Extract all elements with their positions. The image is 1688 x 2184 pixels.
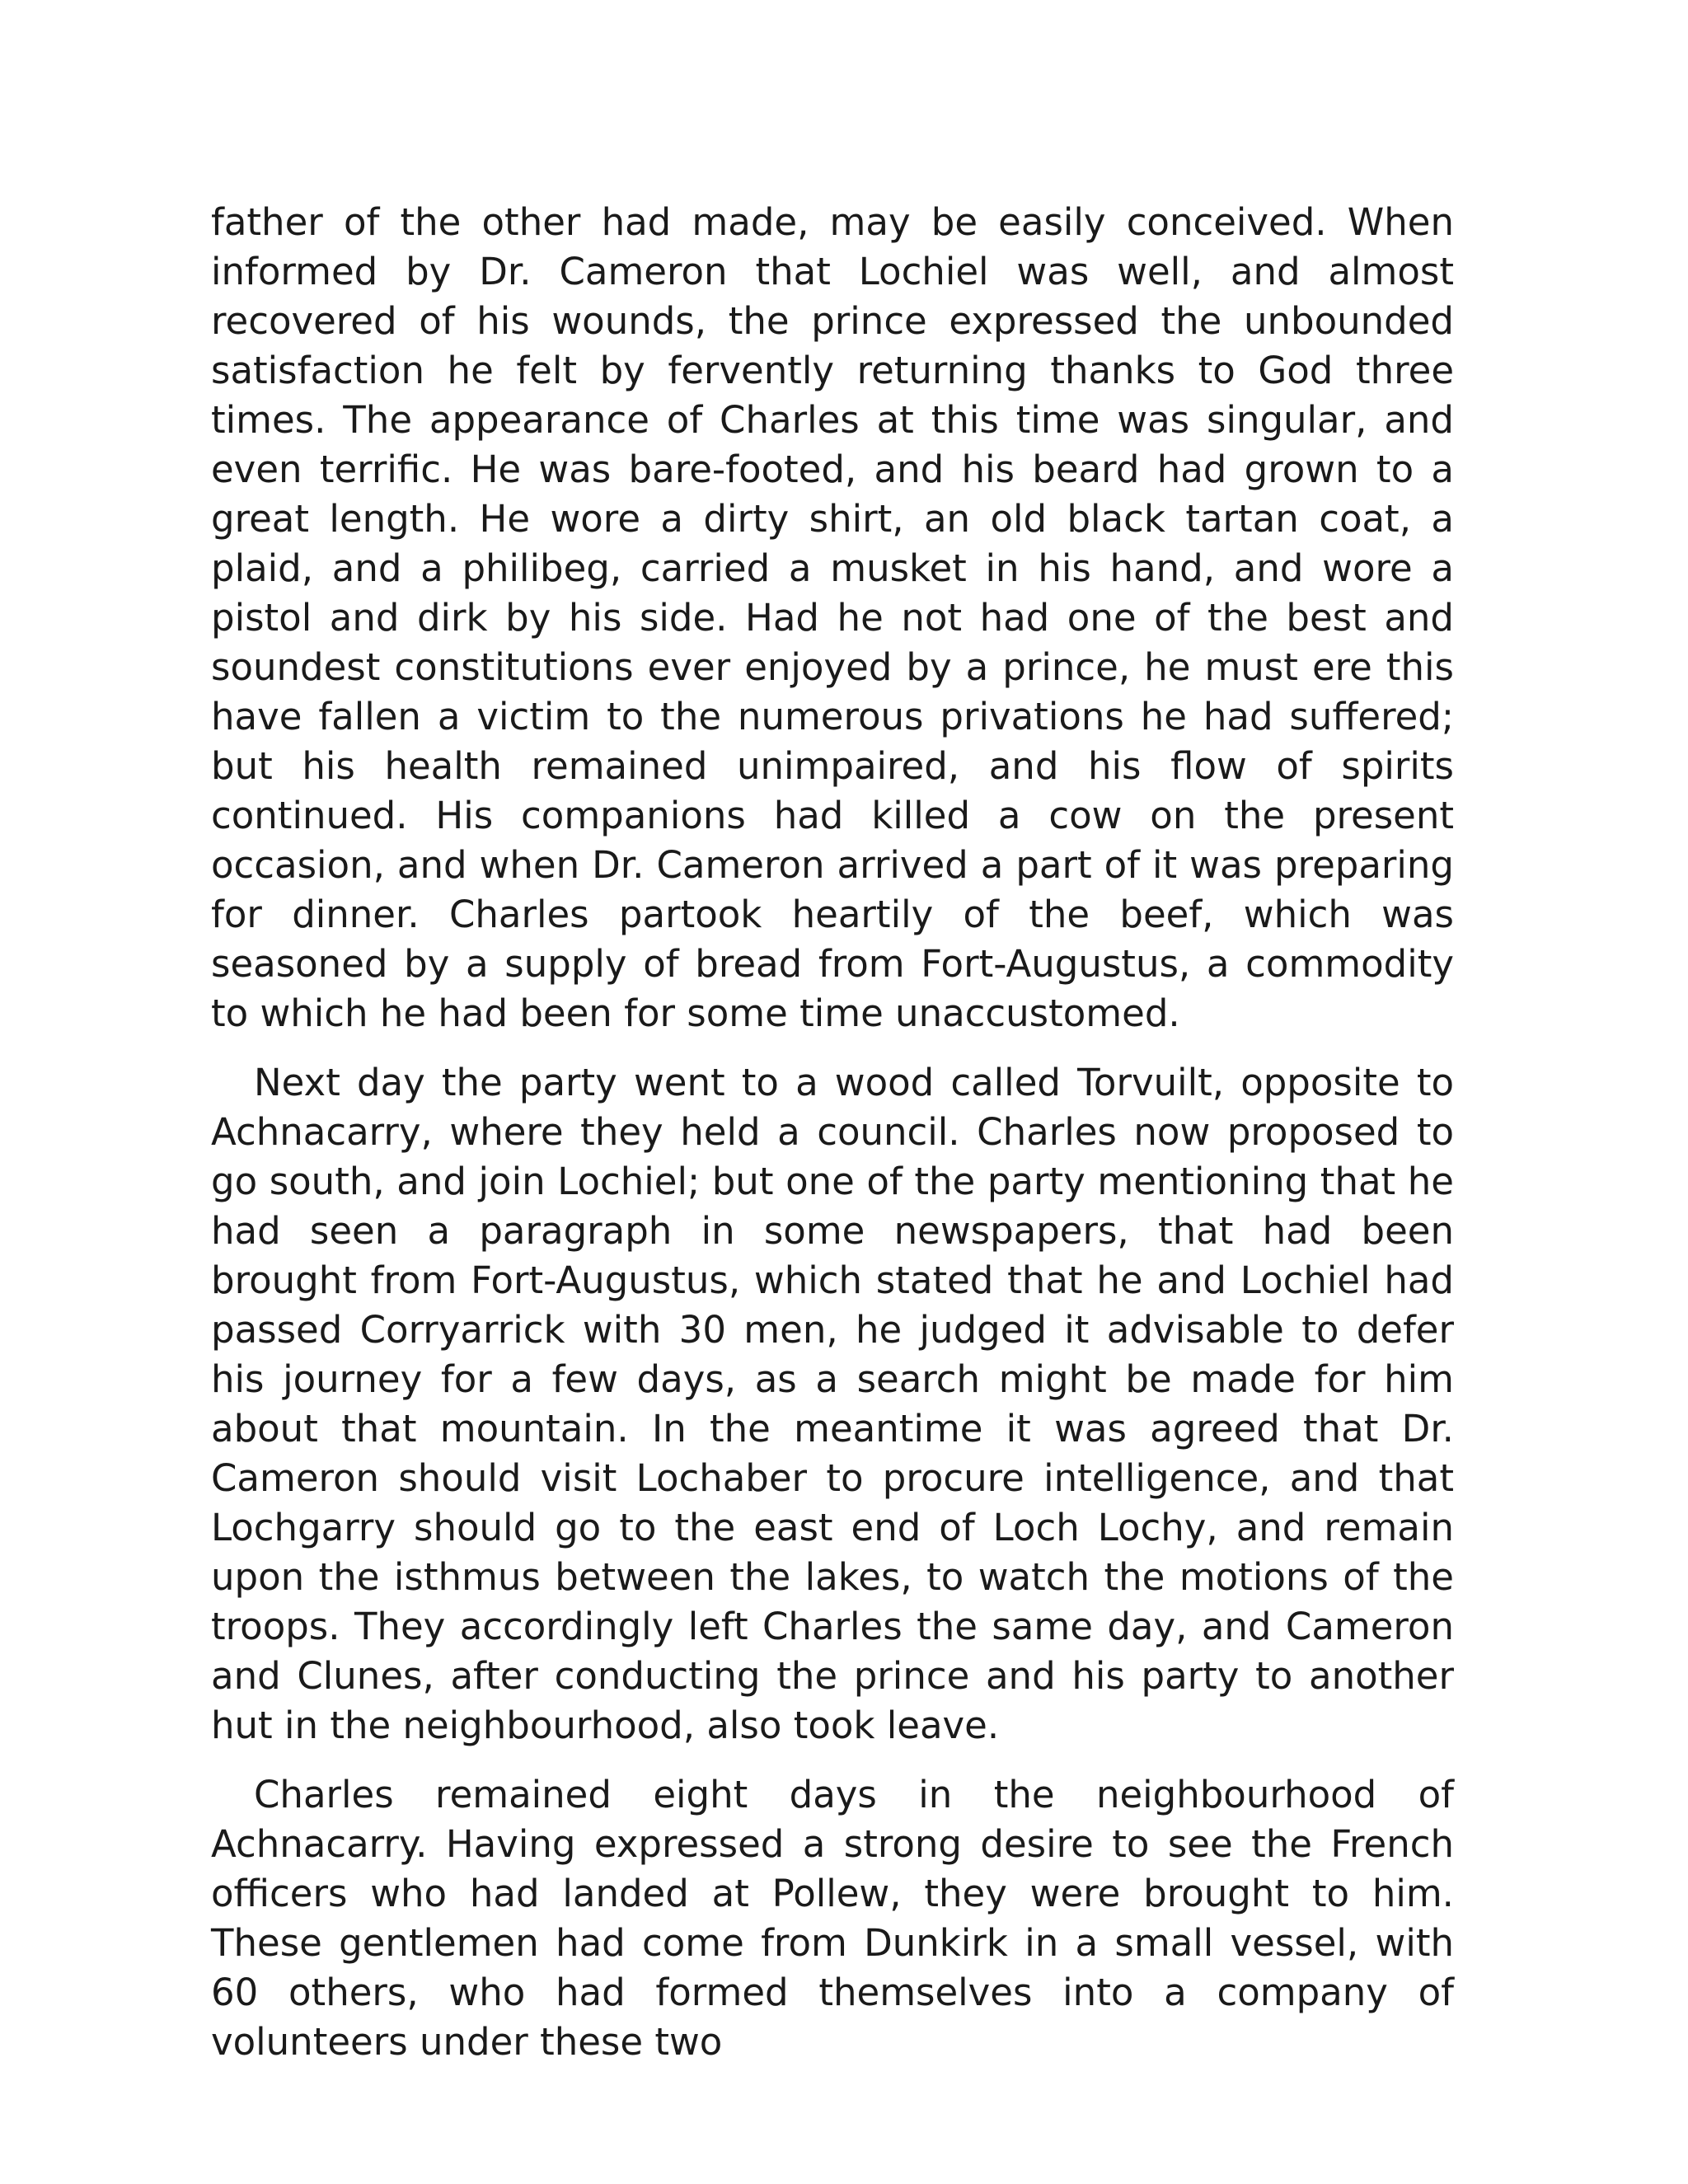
document-page <box>211 198 1454 2087</box>
paragraph-2: Next day the party went to a wood called Torvuilt, opposite to Achnacarry, where they held a council. Charles now proposed to go south, and join Lochiel; but one of the party mentioning that he had seen a paragraph in some newspapers, that had been brought from Fort-Augustus, which stated that he and Lochiel had passed Corryarrick with 30 men, he judged it advisable to defer his journey for a few days, as a search might be made for him about that mountain. In the meantime it was agreed that Dr. Cameron should visit Lochaber to procure intelligence, and that Lochgarry should go to the east end of Loch Lochy, and remain upon the isthmus between the lakes, to watch the motions of the troops. They accordingly left Charles the same day, and Cameron and Clunes, after conducting the prince and his party to another hut in the neighbourhood, also took leave. <box>211 1061 1454 1747</box>
paragraph-3: Charles remained eight days in the neighbourhood of Achnacarry. Having expressed a strong desire to see the French officers who had landed at Pollew, they were brought to him. These gentlemen had come from Dunkirk in a small vessel, with 60 others, who had formed themselves into a company of volunteers under these two <box>211 1773 1454 2064</box>
paragraph-1: father of the other had made, may be easily conceived. When informed by Dr. Cameron that Lochiel was well, and almost recovered of his wounds, the prince expressed the unbounded satisfaction he felt by fervently returning thanks to God three times. The appearance of Charles at this time was singular, and even terrific. He was bare-footed, and his beard had grown to a great length. He wore a dirty shirt, an old black tartan coat, a plaid, and a philibeg, carried a musket in his hand, and wore a pistol and dirk by his side. Had he not had one of the best and soundest constitutions ever enjoyed by a prince, he must ere this have fallen a victim to the numerous privations he had suffered; but his health remained unimpaired, and his flow of spirits continued. His companions had killed a cow on the present occasion, and when Dr. Cameron arrived a part of it was preparing for dinner. Charles partook heartily of the beef, which was seasoned by a supply of bread from Fort-Augustus, a commodity to which he had been for some time unaccustomed. <box>211 200 1454 1035</box>
